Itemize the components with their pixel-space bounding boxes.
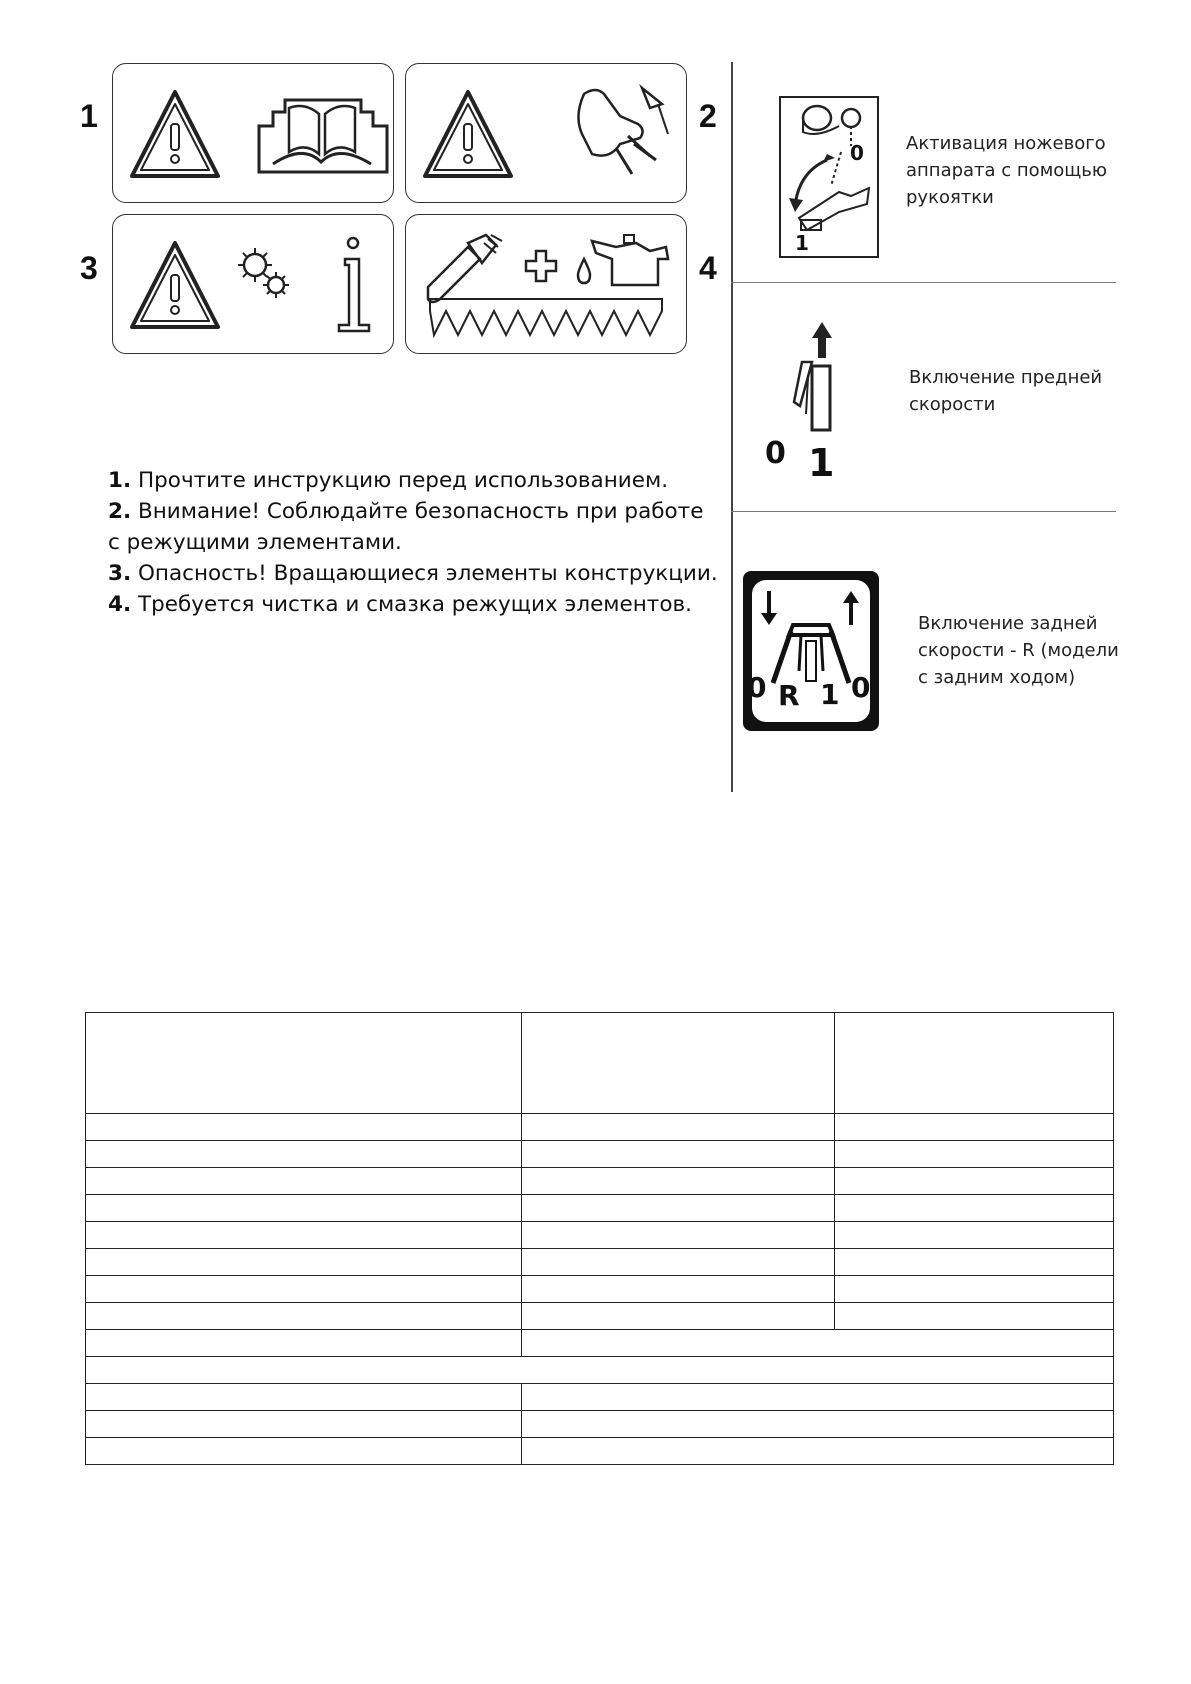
- table-cell: [835, 1276, 1114, 1303]
- icon-label-0: 0: [747, 671, 767, 704]
- table-row: [86, 1141, 1114, 1168]
- caption-line: скорости - R (модели: [918, 640, 1119, 661]
- legend-number: 4.: [108, 592, 132, 617]
- forward-gear-icon: [786, 322, 846, 442]
- table-cell: [521, 1222, 835, 1249]
- blade-teeth-icon: [406, 215, 688, 355]
- pictogram-panel-2: [405, 63, 687, 203]
- caption-line: Активация ножевого: [906, 133, 1106, 154]
- horizontal-divider: [731, 511, 1116, 512]
- table-row: [86, 1438, 1114, 1465]
- table-cell: [521, 1168, 835, 1195]
- table-cell: [521, 1384, 1113, 1411]
- table-cell: [521, 1303, 835, 1330]
- table-cell: [86, 1276, 522, 1303]
- icon-label-1: 1: [795, 231, 809, 255]
- control-caption-blade: [906, 130, 1107, 211]
- table-cell: [86, 1114, 522, 1141]
- icon-label-1: 1: [820, 678, 840, 711]
- table-cell: [86, 1330, 522, 1357]
- table-cell: [86, 1141, 522, 1168]
- table-cell: [835, 1222, 1114, 1249]
- pictogram-number-1: 1: [80, 98, 98, 134]
- table-cell: [86, 1195, 522, 1222]
- reverse-gear-shape: [743, 571, 879, 731]
- table-cell: [835, 1303, 1114, 1330]
- legend-line: [108, 496, 728, 527]
- table-row: [86, 1168, 1114, 1195]
- table-cell: [86, 1222, 522, 1249]
- table-row: [86, 1249, 1114, 1276]
- table-row: [86, 1114, 1114, 1141]
- pictogram-number-4: 4: [699, 250, 717, 286]
- icon-label-0: 0: [850, 141, 864, 165]
- table-cell: [521, 1411, 1113, 1438]
- table-row: [86, 1222, 1114, 1249]
- table-cell: [521, 1141, 835, 1168]
- icon-label-1: 1: [808, 441, 835, 485]
- control-caption-reverse: [918, 610, 1119, 691]
- table-header-row: [86, 1013, 1114, 1114]
- table-row: [86, 1357, 1114, 1384]
- reverse-gear-icon: [743, 571, 879, 731]
- spec-table: [85, 1012, 1114, 1465]
- table-row: [86, 1195, 1114, 1222]
- control-caption-forward: [909, 364, 1102, 418]
- legend-line: [108, 465, 728, 496]
- table-cell: [521, 1438, 1113, 1465]
- legend-text: Внимание! Соблюдайте безопасность при работе: [137, 499, 704, 524]
- legend-number: 2.: [108, 499, 132, 524]
- cutting-hand-icon: [406, 64, 688, 204]
- read-manual-icon: [113, 64, 395, 204]
- caption-line: рукоятки: [906, 187, 994, 208]
- legend-number: 1.: [108, 468, 132, 493]
- legend-number: 3.: [108, 561, 132, 586]
- pictogram-number-2: 2: [699, 98, 717, 134]
- icon-label-0: 0: [765, 436, 786, 471]
- table-cell: [835, 1013, 1114, 1114]
- table-cell: [86, 1411, 522, 1438]
- icon-label-r: R: [778, 679, 800, 712]
- legend-text: Требуется чистка и смазка режущих элементов.: [137, 592, 692, 617]
- table-cell: [86, 1168, 522, 1195]
- table-cell: [521, 1276, 835, 1303]
- table-cell: [86, 1249, 522, 1276]
- table-row: [86, 1411, 1114, 1438]
- legend-line: [108, 589, 728, 620]
- table-cell: [835, 1195, 1114, 1222]
- table-cell: [835, 1141, 1114, 1168]
- table-row: [86, 1384, 1114, 1411]
- info-icon: [113, 215, 395, 355]
- table-cell: [521, 1330, 1113, 1357]
- table-cell: [86, 1013, 522, 1114]
- caption-line: Включение задней: [918, 613, 1098, 634]
- table-row: [86, 1276, 1114, 1303]
- table-row: [86, 1303, 1114, 1330]
- legend-line: [108, 558, 728, 589]
- table-cell: [521, 1249, 835, 1276]
- table-cell: [521, 1114, 835, 1141]
- pictogram-panel-3: [112, 214, 394, 354]
- table-cell: [86, 1303, 522, 1330]
- blade-activation-icon: [779, 96, 879, 260]
- legend-text: Прочтите инструкцию перед использованием.: [137, 468, 669, 493]
- caption-line: скорости: [909, 394, 996, 415]
- caption-line: с задним ходом): [918, 667, 1076, 688]
- table-cell: [835, 1114, 1114, 1141]
- table-cell: [86, 1357, 1114, 1384]
- table-cell: [521, 1195, 835, 1222]
- pictogram-panel-1: [112, 63, 394, 203]
- legend-text: Опасность! Вращающиеся элементы конструкции.: [137, 561, 718, 586]
- table-cell: [86, 1438, 522, 1465]
- table-cell: [835, 1249, 1114, 1276]
- caption-line: Включение предней: [909, 367, 1103, 388]
- pictogram-legend: [108, 465, 728, 620]
- pictogram-panel-4: [405, 214, 687, 354]
- pictogram-number-3: 3: [80, 250, 98, 286]
- icon-label-0: 0: [851, 671, 871, 704]
- vertical-divider: [731, 62, 733, 792]
- legend-line: [108, 527, 728, 558]
- table-cell: [86, 1384, 522, 1411]
- horizontal-divider: [731, 282, 1116, 283]
- table-cell: [835, 1168, 1114, 1195]
- table-cell: [521, 1013, 835, 1114]
- caption-line: аппарата с помощью: [906, 160, 1107, 181]
- table-row: [86, 1330, 1114, 1357]
- legend-text: с режущими элементами.: [108, 530, 402, 555]
